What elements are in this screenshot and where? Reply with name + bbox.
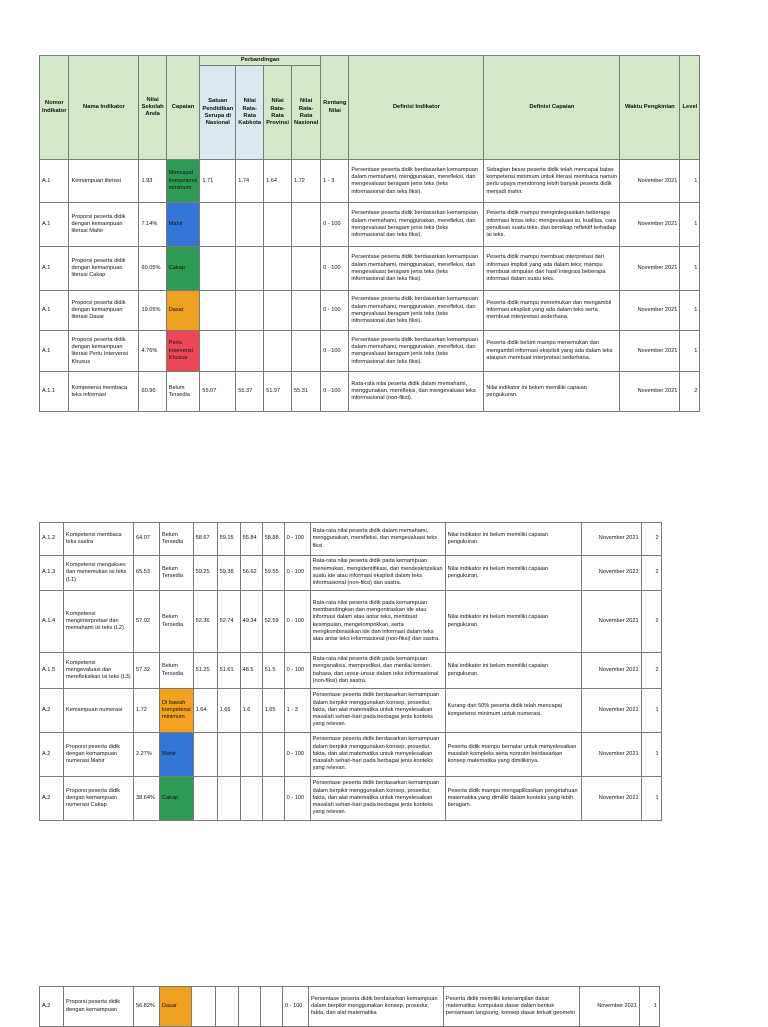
school-value: 4.76% [139,331,166,372]
definisi-indikator: Persentase peserta didik berdasarkan kemampuan dalam berpikir menggunakan konsep, prosedur, fakta, dan alat matematika untuk menyelesaikan masalah sehari-hari pada berbagai jenis konteks yang relevan. [310,777,445,821]
nasional-value [292,291,321,331]
rentang-nilai: 0 - 100 [321,331,349,372]
nasional-value: 51.5 [262,653,284,689]
rentang-nilai: 0 - 100 [284,777,310,821]
kabkota-value: 51.61 [217,653,240,689]
waktu-pengkinian: November 2021 [620,372,680,412]
indicator-number: A.2 [40,987,64,1027]
level: 1 [680,291,700,331]
provinsi-value [264,203,292,247]
definisi-capaian: Nilai indikator ini belum memiliki capaian pengukuran. [445,523,581,556]
table-header [40,56,700,160]
col-definisi-indikator: Definisi Indikator [349,56,484,160]
indicator-name: Proporsi peserta didik dengan kemampuan [64,987,134,1027]
indicator-number: A.2 [40,777,64,821]
waktu-pengkinian: November 2021 [620,247,680,291]
level: 1 [641,733,661,777]
indicator-name: Kompetensi membaca teks informasi [69,372,139,412]
rentang-nilai: 0 - 100 [284,653,310,689]
school-value: 60.96 [139,372,166,412]
rentang-nilai: 1 - 3 [284,689,310,733]
waktu-pengkinian: November 2021 [581,689,641,733]
definisi-indikator: Rata-rata nilai peserta didik dalam memahami, menggunakan, merefleksi, dan mengevaluasi teks informasional (non-fiksi). [349,372,484,412]
waktu-pengkinian: November 2021 [581,733,641,777]
col-waktu-pengkinian: Waktu Pengkinian [620,56,680,160]
provinsi-value [264,291,292,331]
waktu-pengkinian: November 2021 [620,331,680,372]
indicator-table-page-3 [39,986,660,1027]
waktu-pengkinian: November 2021 [620,203,680,247]
definisi-capaian: Kurang dari 50% peserta didik telah mencapai kompetensi minimum untuk numerasi. [445,689,581,733]
definisi-indikator: Rata-rata nilai peserta didik dalam memahami, menggunakan, merefleksi, dan mengevaluasi teks fiksi. [310,523,445,556]
kabkota-value: 59.15 [217,523,240,556]
table-body [40,987,660,1027]
definisi-indikator: Persentase peserta didik berdasarkan kemampuan dalam memahami, menggunakan, merefleksi, dan mengevaluasi beragam jenis teks (teks informasional dan teks fiksi). [349,331,484,372]
indicator-table-page-1 [39,55,700,412]
indicator-number: A.1.1 [40,372,69,412]
waktu-pengkinian: November 2021 [581,591,641,653]
rentang-nilai: 0 - 100 [321,203,349,247]
capaian-badge: Belum Tersedia [160,653,194,689]
nasional-value [262,777,284,821]
rentang-nilai: 0 - 100 [284,523,310,556]
capaian-badge: Belum Tersedia [160,523,194,556]
indicator-name: Kompetensi mengakses dan menemukan isi teks (L1) [64,556,134,591]
provinsi-value: 55.84 [240,523,262,556]
definisi-capaian: Nilai indikator ini belum memiliki capaian pengukuran. [445,653,581,689]
indicator-name: Proporsi peserta didik dengan kemampuan literasi Perlu Intervensi Khusus [69,331,139,372]
indicator-number: A.1.2 [40,523,64,556]
level: 1 [641,777,661,821]
col-level: Level [680,56,700,160]
school-value: 1.72 [134,689,160,733]
capaian-badge: Mahir [160,733,194,777]
definisi-capaian: Peserta didik mampu bernalar untuk menyelesaikan masalah kompleks serta nonrutin berdasarkan konsep matematika yang dimilikinya. [445,733,581,777]
col-nilai-sekolah: Nilai Sekolah Anda [139,56,166,160]
nasional-value: 59.55 [262,556,284,591]
kabkota-value [236,331,264,372]
table-row [40,331,700,372]
level: 2 [641,523,661,556]
satuan-pendidikan-value: 1.71 [200,160,236,203]
capaian-badge: Dasar [166,291,200,331]
col-rata-nasional: Nilai Rata-Rata Nasional [292,66,321,160]
capaian-badge: Cakap [166,247,200,291]
definisi-capaian: Peserta didik mampu mengaplikasikan pengetahuan matematika yang dimiliki dalam konteks yang lebih beragam. [445,777,581,821]
kabkota-value: 52.74 [217,591,240,653]
rentang-nilai: 0 - 100 [284,591,310,653]
satuan-pendidikan-value [193,733,217,777]
nasional-value: 1.72 [292,160,321,203]
definisi-indikator: Persentase peserta didik berdasarkan kemampuan dalam memahami, menggunakan, merefleksi, dan mengevaluasi beragam jenis teks (teks informasional dan teks fiksi). [349,291,484,331]
waktu-pengkinian: November 2021 [620,291,680,331]
indicator-name: Kemampuan literasi [69,160,139,203]
capaian-badge: Mahir [166,203,200,247]
kabkota-value [217,777,240,821]
table-row [40,203,700,247]
provinsi-value: 51.97 [264,372,292,412]
provinsi-value: 56.62 [240,556,262,591]
level: 2 [641,556,661,591]
nasional-value [292,203,321,247]
waktu-pengkinian: November 2021 [581,777,641,821]
nasional-value: 1.65 [262,689,284,733]
nasional-value [261,987,283,1027]
definisi-indikator: Persentase peserta didik berdasarkan kemampuan dalam memahami, menggunakan, merefleksi, dan mengevaluasi beragam jenis teks (teks informasional dan teks fiksi). [349,203,484,247]
nasional-value [292,247,321,291]
level: 1 [680,203,700,247]
provinsi-value [240,777,262,821]
nasional-value: 55.31 [292,372,321,412]
indicator-number: A.1 [40,331,69,372]
col-rentang-nilai: Rentang Nilai [321,56,349,160]
school-value: 56.82% [134,987,160,1027]
satuan-pendidikan-value [200,247,236,291]
kabkota-value [236,291,264,331]
indicator-number: A.2 [40,689,64,733]
table-row [40,689,662,733]
level: 1 [640,987,660,1027]
provinsi-value [240,733,262,777]
satuan-pendidikan-value: 52.36 [193,591,217,653]
definisi-indikator: Rata-rata nilai peserta didik pada kemampuan menemukan, mengidentifikasi, dan mendeskripsikan suatu ide atau informasi eksplisit dalam teks informasional (non-fiksi) dan sastra. [310,556,445,591]
kabkota-value [236,247,264,291]
satuan-pendidikan-value [200,203,236,247]
capaian-badge: Perlu Intervensi Khusus [166,331,200,372]
col-capaian: Capaian [166,56,200,160]
indicator-table-page-2 [39,522,662,821]
nasional-value [262,733,284,777]
table-row [40,291,700,331]
col-nomor: Nomor Indikator [40,56,69,160]
rentang-nilai: 0 - 100 [321,372,349,412]
definisi-capaian: Nilai indikator ini belum memiliki capaian pengukuran. [445,591,581,653]
indicator-number: A.1.5 [40,653,64,689]
definisi-indikator: Persentase peserta didik berdasarkan kemampuan dalam berpikir menggunakan konsep, prosedur, fakta, dan alat matematika [309,987,444,1027]
col-group-perbandingan: Perbandingan [200,56,321,66]
capaian-badge: Cakap [160,777,194,821]
definisi-capaian: Peserta didik mampu menemukan dan mengambil informasi eksplisit yang ada dalam teks serta membuat interpretasi sederhana. [484,291,620,331]
table-row [40,372,700,412]
indicator-number: A.1 [40,203,69,247]
col-satuan-pendidikan: Satuan Pendidikan Serupa di Nasional [200,66,236,160]
capaian-badge: Belum Tersedia [160,591,194,653]
table-row [40,160,700,203]
table-row [40,591,662,653]
nasional-value: 58.88 [262,523,284,556]
school-value: 7.14% [139,203,166,247]
capaian-badge: Belum Tersedia [160,556,194,591]
waktu-pengkinian: November 2021 [581,653,641,689]
school-value: 19.05% [139,291,166,331]
kabkota-value [236,203,264,247]
waktu-pengkinian: November 2021 [581,523,641,556]
definisi-capaian: Nilai indikator ini belum memiliki capaian pengukuran. [484,372,620,412]
nasional-value: 52.59 [262,591,284,653]
rentang-nilai: 0 - 100 [283,987,309,1027]
level: 1 [680,247,700,291]
rentang-nilai: 0 - 100 [284,556,310,591]
satuan-pendidikan-value [193,777,217,821]
definisi-capaian: Sebagian besar peserta didik telah mencapai batas kompetensi minimum untuk literasi membaca namun perlu upaya mendorong lebih banyak peserta didik menjadi mahir. [484,160,620,203]
school-value: 2.27% [134,733,160,777]
indicator-number: A.1 [40,247,69,291]
table-row [40,523,662,556]
table-row [40,247,700,291]
capaian-badge: Dasar [160,987,192,1027]
kabkota-value: 59.38 [217,556,240,591]
table-body [40,523,662,821]
school-value: 69.05% [139,247,166,291]
definisi-indikator: Persentase peserta didik berdasarkan kemampuan dalam memahami, menggunakan, merefleksi, dan mengevaluasi beragam jenis teks (teks informasional dan teks fiksi). [349,160,484,203]
nasional-value [292,331,321,372]
waktu-pengkinian: November 2021 [580,987,640,1027]
provinsi-value [239,987,261,1027]
level: 2 [641,653,661,689]
indicator-name: Kompetensi membaca teks sastra [64,523,134,556]
kabkota-value: 1.74 [236,160,264,203]
kabkota-value [217,733,240,777]
rentang-nilai: 0 - 100 [321,247,349,291]
capaian-badge: Mencapai kompetensi minimum [166,160,200,203]
rentang-nilai: 0 - 100 [284,733,310,777]
school-value: 38.64% [134,777,160,821]
provinsi-value: 48.5 [240,653,262,689]
table-body [40,160,700,412]
satuan-pendidikan-value: 51.25 [193,653,217,689]
indicator-number: A.1 [40,160,69,203]
level: 1 [680,160,700,203]
school-value: 1.93 [139,160,166,203]
table-row [40,733,662,777]
school-value: 65.53 [134,556,160,591]
col-rata-provinsi: Nilai Rata-Rata Provinsi [264,66,292,160]
provinsi-value: 1.64 [264,160,292,203]
satuan-pendidikan-value: 59.25 [193,556,217,591]
indicator-number: A.2 [40,733,64,777]
col-nama-indikator: Nama Indikator [69,56,139,160]
level: 1 [641,689,661,733]
definisi-indikator: Rata-rata nilai peserta didik pada kemampuan menganalisis, memprediksi, dan menilai konten, bahasa, dan unsur-unsur dalam teks informasional (non-fiksi) dan sastra. [310,653,445,689]
provinsi-value [264,331,292,372]
school-value: 57.92 [134,591,160,653]
capaian-badge: Belum Tersedia [166,372,200,412]
indicator-name: Proporsi peserta didik dengan kemampuan literasi Cakap [69,247,139,291]
definisi-capaian: Peserta didik mampu mengintegrasikan beberapa informasi lintas teks; mengevaluasi isi, kualitas, cara penulisan suatu teks, dan bersikap reflektif terhadap isi teks. [484,203,620,247]
indicator-name: Kemampuan numerasi [64,689,134,733]
level: 2 [641,591,661,653]
indicator-name: Kompetensi menginterpretasi dan memahami isi teks (L2) [64,591,134,653]
capaian-badge: Di bawah kompetensi minimum [160,689,194,733]
level: 1 [680,331,700,372]
indicator-number: A.1.3 [40,556,64,591]
satuan-pendidikan-value: 55.07 [200,372,236,412]
rentang-nilai: 0 - 100 [321,291,349,331]
indicator-name: Proporsi peserta didik dengan kemampuan literasi Mahir [69,203,139,247]
table-row [40,987,660,1027]
satuan-pendidikan-value: 1.64 [193,689,217,733]
definisi-capaian: Peserta didik memiliki keterampilan dasar matematika: komputasi dasar dalam bentuk persamaan langsung, konsep dasar terkait geometri [444,987,580,1027]
indicator-number: A.1 [40,291,69,331]
col-definisi-capaian: Definisi Capaian [484,56,620,160]
kabkota-value [216,987,239,1027]
kabkota-value: 1.65 [217,689,240,733]
indicator-name: Proporsi peserta didik dengan kemampuan numerasi Cakap [64,777,134,821]
definisi-capaian: Peserta didik mampu membuat interpretasi dari informasi implisit yang ada dalam teks; mampu membuat simpulan dari hasil integrasi beberapa informasi dalam suatu teks. [484,247,620,291]
definisi-indikator: Persentase peserta didik berdasarkan kemampuan dalam berpikir menggunakan konsep, prosedur, fakta, dan alat matematika untuk menyelesaikan masalah sehari-hari pada berbagai jenis konteks yang relevan. [310,733,445,777]
satuan-pendidikan-value [192,987,216,1027]
satuan-pendidikan-value [200,291,236,331]
table-row [40,556,662,591]
level: 2 [680,372,700,412]
indicator-number: A.1.4 [40,591,64,653]
table-row [40,653,662,689]
indicator-name: Proporsi peserta didik dengan kemampuan literasi Dasar [69,291,139,331]
kabkota-value: 55.37 [236,372,264,412]
indicator-name: Proporsi peserta didik dengan kemampuan numerasi Mahir [64,733,134,777]
indicator-name: Kompetensi mengevaluasi dan merefleksikan isi teks (L3) [64,653,134,689]
definisi-indikator: Persentase peserta didik berdasarkan kemampuan dalam memahami, menggunakan, merefleksi, dan mengevaluasi beragam jenis teks (teks informasional dan teks fiksi). [349,247,484,291]
definisi-capaian: Nilai indikator ini belum memiliki capaian pengukuran. [445,556,581,591]
school-value: 64.07 [134,523,160,556]
waktu-pengkinian: November 2021 [581,556,641,591]
definisi-indikator: Persentase peserta didik berdasarkan kemampuan dalam berpikir menggunakan konsep, prosedur, fakta, dan alat matematika untuk menyelesaikan masalah sehari-hari pada berbagai jenis konteks yang relevan. [310,689,445,733]
satuan-pendidikan-value [200,331,236,372]
waktu-pengkinian: November 2021 [620,160,680,203]
school-value: 57.32 [134,653,160,689]
col-rata-kabkota: Nilai Rata-Rata Kabkota [236,66,264,160]
definisi-capaian: Peserta didik belum mampu menemukan dan mengambil informasi eksplisit yang ada dalam teks ataupun membuat interpretasi sederhana. [484,331,620,372]
definisi-indikator: Rata-rata nilai peserta didik pada kemampuan membandingkan dan mengontraskan ide atau informasi dalam atau antar teks, membuat kesimpulan, mengelompokkan, serta mengkombinasikan ide dan informasi dalam teks atau antar teks informasional (non-fiksi) dan sastra. [310,591,445,653]
satuan-pendidikan-value: 58.67 [193,523,217,556]
provinsi-value [264,247,292,291]
provinsi-value: 1.6 [240,689,262,733]
rentang-nilai: 1 - 3 [321,160,349,203]
provinsi-value: 49.34 [240,591,262,653]
table-row [40,777,662,821]
